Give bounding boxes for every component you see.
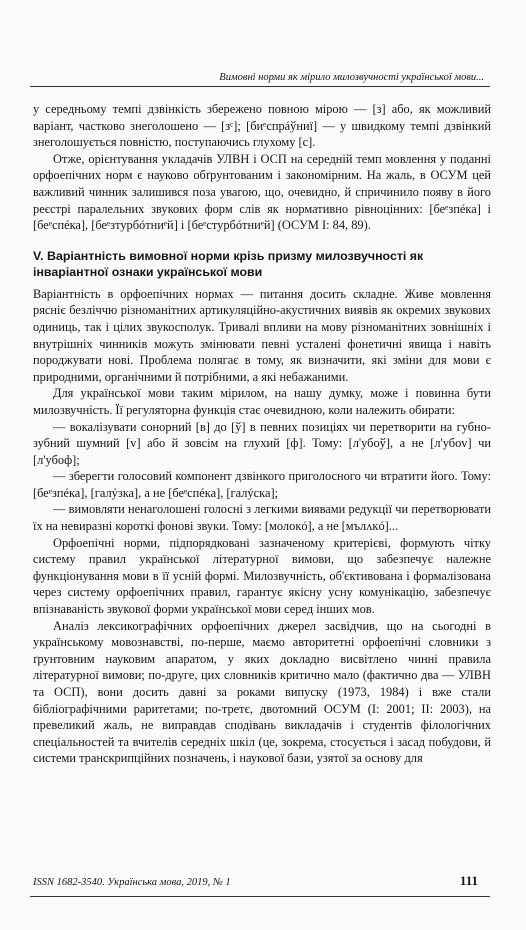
footer-journal: ISSN 1682-3540. Українська мова, 2019, № 1 [33, 877, 231, 888]
section-heading: V. Варіантність вимовної норми крізь призму милозвучності як інваріантної ознаки української мови [33, 248, 424, 279]
paragraph: Варіантність в орфоепічних нормах — питання досить складне. Живе мовлення рясніє безліччю різноманітних артикуляційно-акустичних виявів як окремих звукових одиниць, так і цілих звукосполук. Тривалі впливи на мову різноманітних зовнішніх і внутрішніх чинників можуть змінювати певні усталені фонетичні явища і навіть породжувати нові. Проблема полягає в тому, як визначити, які зміни для мови є природними, органічними й потрібними, а які небажаними. [33, 286, 491, 384]
body-text [33, 101, 491, 767]
paragraph: Аналіз лексикографічних орфоепічних джерел засвідчив, що на сьогодні в українському мовознавстві, по-перше, маємо авторитетні орфоепічні словники з ґрунтовним науковим апаратом, у яких докладно висвітлено чинні правила літературної вимови; по-друге, цих словників критично мало (фактично два — УЛВН та ОСП), вони досить давні за роками випуску (1973, 1984) і вже стали бібліографічними раритетами; по-третє, двотомний ОСУМ (I: 2001; II: 2003), на превеликий жаль, не виправдав сподівань викладачів і студентів філологічних спеціальностей та вчителів середніх шкіл (це, зокрема, стосується і засад побудови, й системи транскрипційних позначень, і наукової бази, узятої за основу для [33, 618, 491, 766]
header-rule [30, 86, 490, 87]
paragraph: Для української мови таким мірилом, на нашу думку, може і повинна бути милозвучність. Її регуляторна функція стає очевидною, коли належить обирати: [33, 386, 491, 417]
page-number: 111 [459, 873, 478, 888]
footer-rule [30, 896, 490, 897]
list-item: — вимовляти ненаголошені голосні з легкими виявами редукції чи перетворювати їх на невиразні короткі фонові звуки. Тому: [молокó], а не [мълʌкó]... [33, 502, 491, 534]
list-item: — вокалізувати сонорний [в] до [ў] в певних позиціях чи перетворити на губно-зубний шумний [v] або й зовсім на глухий [ф]. Тому: [л'убоў], а не [л'убоv] чи [л'убоф]; [33, 419, 491, 467]
paragraph-continuation: у середньому темпі дзвінкість збережено повною мірою — [з] або, як можливий варіант, частково знеголошено — [зᶜ]; [биᵉспрáўниї] — у швидкому темпі дзвінкий знеголошується повністю, поступаючись глухому [с]. [33, 102, 491, 150]
paragraph: Орфоепічні норми, підпорядковані зазначеному критерієві, формують чітку систему правил української літературної вимови, що забезпечує належне функціонування мови в її усній формі. Милозвучність, об'єктивована і формалізована через систему орфоепічних правил, гарантує якісну усну комунікацію, забезпечує впізнаваність звукової форми української мови серед інших мов. [33, 535, 491, 617]
paragraph: Отже, орієнтування укладачів УЛВН і ОСП на середній темп мовлення у поданні орфоепічних норм є науково обґрунтованим і закономірним. На жаль, в ОСУМ цей важливий чинник залишився поза увагою, що, очевидно, й спричинило появу в його реєстрі паралельних звукових форм слів як нормативно рівноцінних: [беᵉзпéка] і [беᵉспéка], [беᵉзтурбóтниᵉй] і [беᵉстурбóтниᵉй] (ОСУМ I: 84, 89). [33, 151, 491, 233]
running-head: Вимовні норми як мірило милозвучності української мови... [219, 72, 484, 83]
list-item: — зберегти голосовий компонент дзвінкого приголосного чи втратити його. Тому: [беᵉзпéка], [галýзка], а не [беᵉспéка], [галýска]; [33, 469, 491, 500]
